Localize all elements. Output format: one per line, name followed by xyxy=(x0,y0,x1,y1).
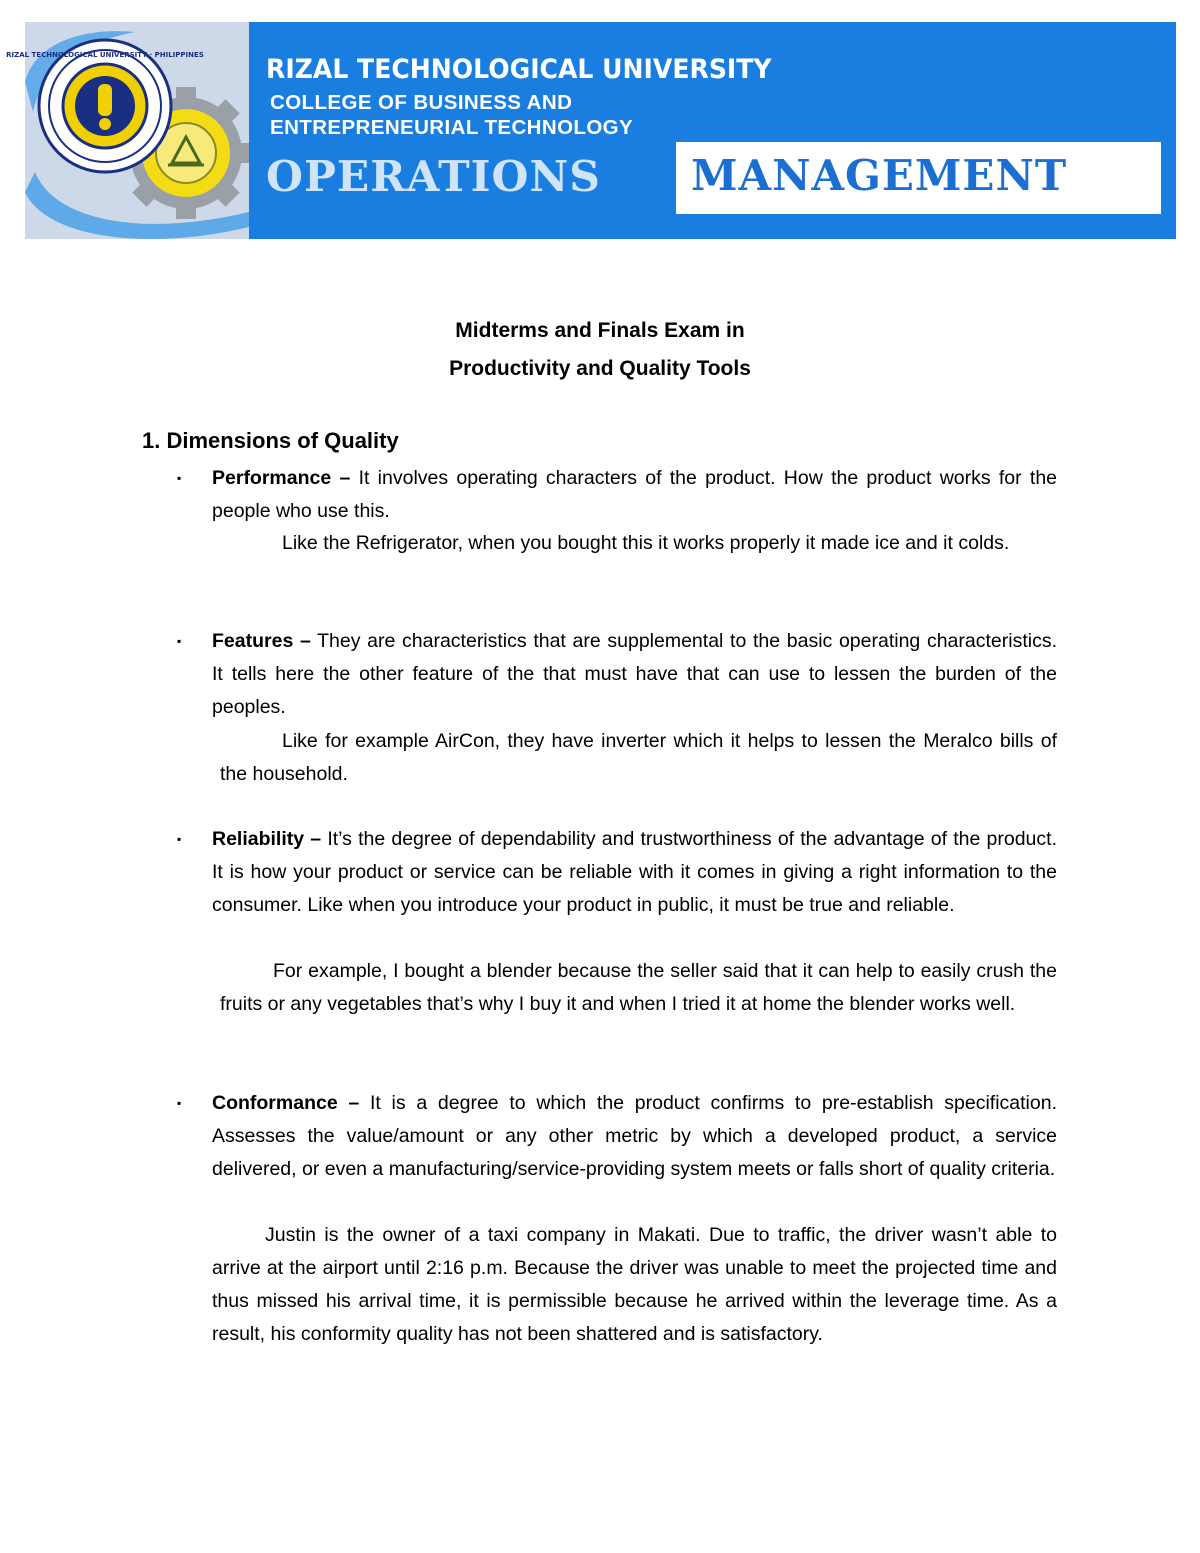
logo-panel xyxy=(6,22,249,239)
list-item-performance xyxy=(177,462,1058,528)
list-item-features xyxy=(177,625,1057,724)
college-line-2: ENTREPRENEURIAL TECHNOLOGY xyxy=(270,116,634,139)
college-line-1: COLLEGE OF BUSINESS AND xyxy=(270,91,573,114)
bullet-icon: ▪ xyxy=(177,634,182,648)
item-term: Features – xyxy=(212,630,311,652)
item-term: Conformance – xyxy=(212,1092,360,1114)
item-definition: It involves operating characters of the product. How the product works for the people who use this. xyxy=(212,467,1058,522)
college-name xyxy=(270,90,633,140)
item-example: Like the Refrigerator, when you bought this it works properly it made ice and it colds. xyxy=(282,532,1010,554)
list-item-conformance xyxy=(177,1087,1057,1186)
university-name: RIZAL TECHNOLOGICAL UNIVERSITY xyxy=(266,54,772,85)
document-title-line-2: Productivity and Quality Tools xyxy=(449,357,751,380)
item-example: Justin is the owner of a taxi company in Makati. Due to traffic, the driver wasn’t able to arrive at the airport until 2:16 p.m. Because the driver was unable to meet the projected time and thus missed his arrival time, it is permissible because he arrived within the leverage time. As a result, his conformity quality has not been shattered and is satisfactory. xyxy=(212,1224,1057,1345)
university-seal-icon xyxy=(6,36,204,176)
item-definition: It’s the degree of dependability and trustworthiness of the advantage of the product. It is how your product or service can be reliable with it comes in giving a right information to the consumer. Like when you introduce your product in public, it must be true and reliable. xyxy=(212,828,1057,916)
item-definition: It is a degree to which the product confirms to pre-establish specification. Assesses the value/amount or any other metric by which a developed product, a service delivered, or even a manufacturing/service-providing system meets or falls short of quality criteria. xyxy=(212,1092,1057,1180)
document-title-line-1: Midterms and Finals Exam in xyxy=(455,319,745,342)
course-word-box xyxy=(676,142,1161,214)
item-example: For example, I bought a blender because the seller said that it can help to easily crush the fruits or any vegetables that’s why I buy it and when I tried it at home the blender works well. xyxy=(220,960,1057,1015)
item-term: Performance – xyxy=(212,467,351,489)
item-definition: They are characteristics that are supplemental to the basic operating characteristics. It tells here the other feature of the that must have that can use to lessen the burden of the peoples. xyxy=(212,630,1057,718)
seal-text: RIZAL TECHNOLOGICAL UNIVERSITY · PHILIPPINES xyxy=(6,51,204,59)
bullet-icon: ▪ xyxy=(177,1096,182,1110)
list-item-reliability xyxy=(177,823,1057,922)
banner-title-area xyxy=(249,22,1176,239)
bullet-icon: ▪ xyxy=(177,832,182,846)
item-example: Like for example AirCon, they have inverter which it helps to lessen the Meralco bills of the household. xyxy=(220,730,1057,785)
section-heading: 1. Dimensions of Quality xyxy=(142,428,399,453)
bullet-icon: ▪ xyxy=(177,471,182,485)
course-word-operations: OPERATIONS xyxy=(266,152,601,201)
header-banner xyxy=(6,22,1176,239)
course-word-management: MANAGEMENT xyxy=(691,151,1068,200)
item-term: Reliability – xyxy=(212,828,322,850)
